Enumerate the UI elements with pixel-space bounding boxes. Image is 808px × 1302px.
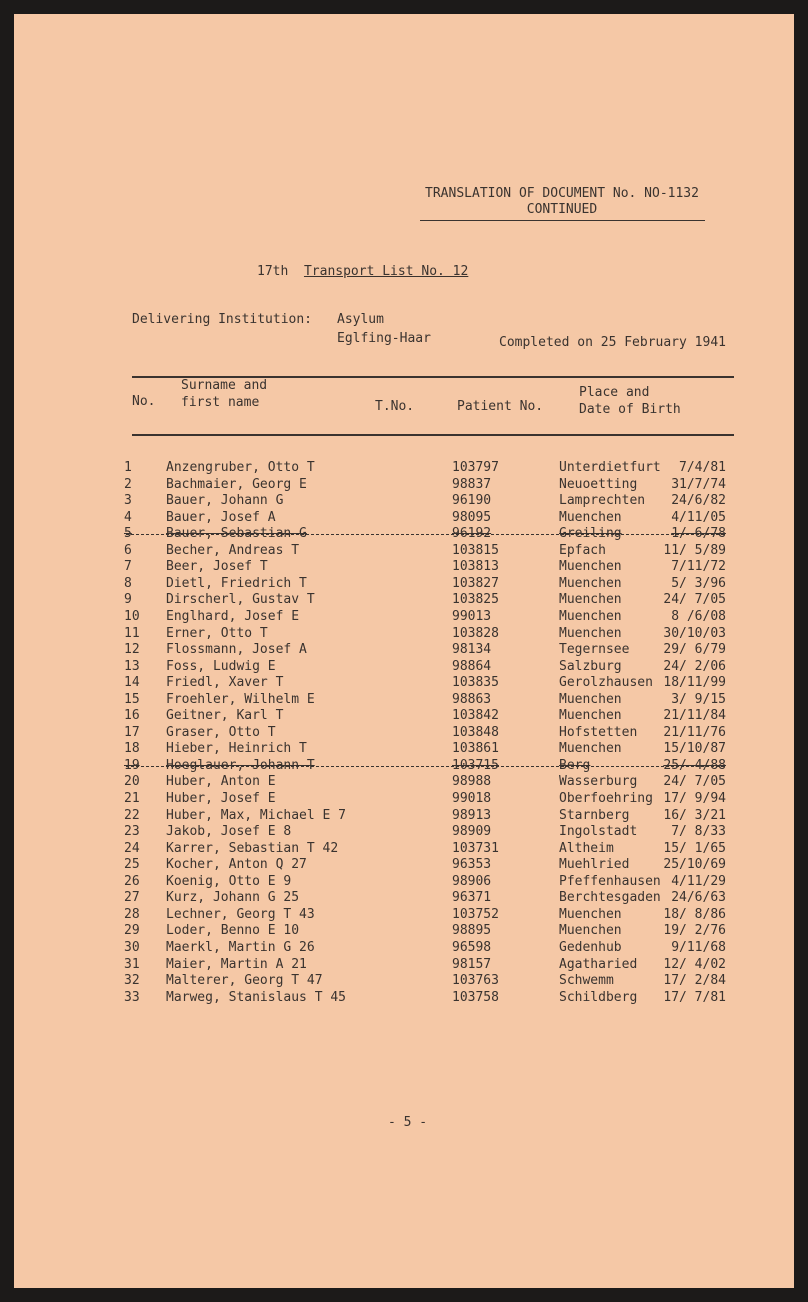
- row-number: 7: [124, 559, 132, 575]
- row-place: Muenchen: [559, 625, 622, 641]
- row-place: Pfeffenhausen: [559, 873, 661, 889]
- row-place: Ingolstadt: [559, 824, 638, 840]
- row-name: Bauer, Johann G: [166, 493, 284, 509]
- row-patient-no: 103828: [452, 625, 499, 641]
- row-birth-date: 18/ 8/86: [663, 906, 726, 922]
- institution-line-1: Asylum: [337, 312, 384, 327]
- row-patient-no: 98895: [452, 923, 492, 939]
- row-place: Muenchen: [559, 691, 622, 707]
- row-name: Foss, Ludwig E: [166, 658, 276, 674]
- row-place: Wasserburg: [559, 774, 638, 790]
- row-name: Englhard, Josef E: [166, 608, 300, 624]
- row-patient-no: 103848: [452, 724, 499, 740]
- row-number: 12: [124, 642, 140, 658]
- row-patient-no: 103715: [452, 757, 499, 773]
- row-place: Muenchen: [559, 708, 622, 724]
- row-number: 10: [124, 608, 140, 624]
- row-birth-date: 4/11/29: [671, 873, 726, 889]
- row-name: Dirscherl, Gustav T: [166, 592, 315, 608]
- row-patient-no: 98906: [452, 873, 492, 889]
- row-patient-no: 103842: [452, 708, 499, 724]
- row-number: 24: [124, 840, 140, 856]
- row-birth-date: 24/ 7/05: [663, 774, 726, 790]
- institution-line-2: Eglfing-Haar: [337, 331, 431, 346]
- row-patient-no: 98864: [452, 658, 492, 674]
- row-patient-no: 98157: [452, 956, 492, 972]
- row-place: Muenchen: [559, 906, 622, 922]
- row-birth-date: 25/ 4/88: [663, 757, 726, 773]
- row-patient-no: 96190: [452, 493, 492, 509]
- row-place: Oberfoehring: [559, 791, 653, 806]
- row-number: 18: [124, 741, 140, 757]
- row-birth-date: 19/ 2/76: [663, 923, 726, 939]
- col-header-name-2: first name: [181, 395, 260, 410]
- row-place: Gedenhub: [559, 939, 622, 955]
- row-patient-no: 96371: [452, 890, 492, 906]
- row-birth-date: 17/ 7/81: [663, 989, 726, 1005]
- row-birth-date: 15/10/87: [663, 741, 726, 757]
- row-birth-date: 21/11/76: [663, 724, 726, 740]
- col-header-place-2: Date of Birth: [579, 402, 681, 417]
- row-birth-date: 15/ 1/65: [663, 840, 726, 856]
- row-name: Malterer, Georg T 47: [166, 973, 323, 989]
- row-name: Dietl, Friedrich T: [166, 575, 307, 591]
- row-name: Bauer, Sebastian G: [166, 526, 307, 542]
- row-name: Erner, Otto T: [166, 625, 268, 641]
- row-patient-no: 98134: [452, 642, 492, 658]
- row-number: 6: [124, 542, 132, 558]
- row-birth-date: 16/ 3/21: [663, 807, 726, 823]
- row-place: Agatharied: [559, 956, 638, 972]
- row-birth-date: 9/11/68: [671, 939, 726, 955]
- row-name: Marweg, Stanislaus T 45: [166, 989, 347, 1005]
- row-patient-no: 98863: [452, 691, 492, 707]
- row-patient-no: 99013: [452, 608, 492, 624]
- row-name: Anzengruber, Otto T: [166, 460, 315, 475]
- row-number: 31: [124, 956, 140, 972]
- row-patient-no: 103815: [452, 542, 499, 558]
- row-number: 9: [124, 592, 132, 608]
- row-number: 32: [124, 973, 140, 989]
- row-birth-date: 7/ 8/33: [671, 824, 726, 840]
- page-number: - 5 -: [388, 1115, 428, 1130]
- list-title: [257, 264, 468, 279]
- row-patient-no: 103861: [452, 741, 499, 757]
- row-birth-date: 24/6/82: [671, 493, 726, 509]
- row-patient-no: 99018: [452, 791, 492, 806]
- row-name: Koenig, Otto E 9: [166, 873, 292, 889]
- row-birth-date: 11/ 5/89: [663, 542, 726, 558]
- row-birth-date: 8 /6/08: [671, 608, 726, 624]
- row-birth-date: 1/ 6/78: [671, 526, 726, 542]
- row-number: 3: [124, 493, 132, 509]
- row-number: 30: [124, 939, 140, 955]
- row-name: Flossmann, Josef A: [166, 642, 307, 658]
- row-place: Greiling: [559, 526, 622, 542]
- row-number: 2: [124, 476, 132, 492]
- col-header-tno: T.No.: [375, 399, 415, 414]
- row-place: Schwemm: [559, 973, 614, 989]
- row-number: 25: [124, 857, 140, 873]
- row-place: Neuoetting: [559, 476, 638, 492]
- row-birth-date: 5/ 3/96: [671, 575, 726, 591]
- row-birth-date: 30/10/03: [663, 625, 726, 641]
- row-patient-no: 96353: [452, 857, 492, 873]
- row-patient-no: 103835: [452, 675, 499, 691]
- strike-through-line: [126, 534, 724, 535]
- translation-header: [419, 186, 705, 218]
- row-number: 8: [124, 575, 132, 591]
- row-place: Salzburg: [559, 658, 622, 674]
- title-prefix: 17th: [257, 264, 289, 279]
- row-patient-no: 103763: [452, 973, 499, 989]
- row-patient-no: 103813: [452, 559, 499, 575]
- row-place: Gerolzhausen: [559, 675, 653, 691]
- row-birth-date: 12/ 4/02: [663, 956, 726, 972]
- row-name: Huber, Anton E: [166, 774, 276, 790]
- row-place: Muehlried: [559, 857, 630, 873]
- row-place: Starnberg: [559, 807, 630, 823]
- row-patient-no: 103825: [452, 592, 499, 608]
- row-patient-no: 98837: [452, 476, 492, 492]
- row-name: Hoeglauer, Johann T: [166, 757, 315, 773]
- row-place: Muenchen: [559, 923, 622, 939]
- row-place: Schildberg: [559, 989, 638, 1005]
- row-number: 20: [124, 774, 140, 790]
- institution-label: Delivering Institution:: [132, 312, 313, 327]
- row-birth-date: 24/6/63: [671, 890, 726, 906]
- row-birth-date: 7/11/72: [671, 559, 726, 575]
- row-name: Maerkl, Martin G 26: [166, 939, 315, 955]
- row-birth-date: 25/10/69: [663, 857, 726, 873]
- row-number: 1: [124, 460, 132, 475]
- row-place: Altheim: [559, 840, 614, 856]
- row-number: 28: [124, 906, 140, 922]
- row-name: Geitner, Karl T: [166, 708, 284, 724]
- row-name: Froehler, Wilhelm E: [166, 691, 315, 707]
- row-number: 17: [124, 724, 140, 740]
- row-number: 21: [124, 791, 140, 806]
- row-number: 16: [124, 708, 140, 724]
- row-name: Huber, Josef E: [166, 791, 276, 806]
- row-patient-no: 96598: [452, 939, 492, 955]
- row-place: Muenchen: [559, 575, 622, 591]
- col-header-name-1: Surname and: [181, 378, 268, 393]
- row-number: 19: [124, 757, 140, 773]
- row-name: Bachmaier, Georg E: [166, 476, 307, 492]
- row-place: Muenchen: [559, 592, 622, 608]
- row-patient-no: 103797: [452, 460, 499, 475]
- row-name: Friedl, Xaver T: [166, 675, 284, 691]
- row-number: 26: [124, 873, 140, 889]
- row-place: Hofstetten: [559, 724, 638, 740]
- row-name: Huber, Max, Michael E 7: [166, 807, 347, 823]
- row-birth-date: 17/ 2/84: [663, 973, 726, 989]
- row-patient-no: 98913: [452, 807, 492, 823]
- row-number: 29: [124, 923, 140, 939]
- row-birth-date: 3/ 9/15: [671, 691, 726, 707]
- row-name: Karrer, Sebastian T 42: [166, 840, 339, 856]
- row-place: Muenchen: [559, 559, 622, 575]
- row-name: Kurz, Johann G 25: [166, 890, 300, 906]
- document-page: [14, 14, 794, 1288]
- row-name: Beer, Josef T: [166, 559, 268, 575]
- row-number: 14: [124, 675, 140, 691]
- row-patient-no: 96192: [452, 526, 492, 542]
- col-header-no: No.: [132, 394, 156, 409]
- header-line-2: CONTINUED: [526, 202, 598, 217]
- row-name: Lechner, Georg T 43: [166, 906, 315, 922]
- table-header-rule: [132, 434, 734, 436]
- row-number: 33: [124, 989, 140, 1005]
- header-line-1: TRANSLATION OF DOCUMENT No. NO-1132: [425, 186, 699, 201]
- row-name: Loder, Benno E 10: [166, 923, 300, 939]
- row-birth-date: 4/11/05: [671, 509, 726, 525]
- row-number: 13: [124, 658, 140, 674]
- row-name: Graser, Otto T: [166, 724, 276, 740]
- row-birth-date: 24/ 7/05: [663, 592, 726, 608]
- row-name: Bauer, Josef A: [166, 509, 276, 525]
- row-patient-no: 98095: [452, 509, 492, 525]
- row-patient-no: 103752: [452, 906, 499, 922]
- row-number: 5: [124, 526, 132, 542]
- row-place: Berg: [559, 757, 591, 773]
- row-birth-date: 17/ 9/94: [663, 791, 726, 806]
- row-place: Epfach: [559, 542, 606, 558]
- row-number: 15: [124, 691, 140, 707]
- row-birth-date: 18/11/99: [663, 675, 726, 691]
- row-place: Tegernsee: [559, 642, 630, 658]
- row-place: Muenchen: [559, 509, 622, 525]
- title-main: Transport List No. 12: [303, 264, 469, 279]
- header-underline: [420, 220, 705, 221]
- row-place: Unterdietfurt: [559, 460, 661, 475]
- row-birth-date: 24/ 2/06: [663, 658, 726, 674]
- row-place: Muenchen: [559, 741, 622, 757]
- row-patient-no: 103731: [452, 840, 499, 856]
- row-name: Kocher, Anton Q 27: [166, 857, 307, 873]
- row-patient-no: 103827: [452, 575, 499, 591]
- row-birth-date: 31/7/74: [671, 476, 726, 492]
- completed-date: Completed on 25 February 1941: [499, 335, 726, 350]
- row-birth-date: 29/ 6/79: [663, 642, 726, 658]
- col-header-place-1: Place and: [579, 385, 650, 400]
- row-patient-no: 103758: [452, 989, 499, 1005]
- row-number: 4: [124, 509, 132, 525]
- row-number: 11: [124, 625, 140, 641]
- strike-through-line: [126, 766, 724, 767]
- row-birth-date: 21/11/84: [663, 708, 726, 724]
- row-patient-no: 98988: [452, 774, 492, 790]
- row-name: Jakob, Josef E 8: [166, 824, 292, 840]
- row-number: 22: [124, 807, 140, 823]
- row-place: Muenchen: [559, 608, 622, 624]
- row-name: Hieber, Heinrich T: [166, 741, 307, 757]
- row-number: 23: [124, 824, 140, 840]
- row-place: Lamprechten: [559, 493, 646, 509]
- col-header-patient: Patient No.: [457, 399, 544, 414]
- row-name: Maier, Martin A 21: [166, 956, 307, 972]
- row-patient-no: 98909: [452, 824, 492, 840]
- row-name: Becher, Andreas T: [166, 542, 300, 558]
- row-birth-date: 7/4/81: [679, 460, 726, 475]
- row-number: 27: [124, 890, 140, 906]
- row-place: Berchtesgaden: [559, 890, 661, 906]
